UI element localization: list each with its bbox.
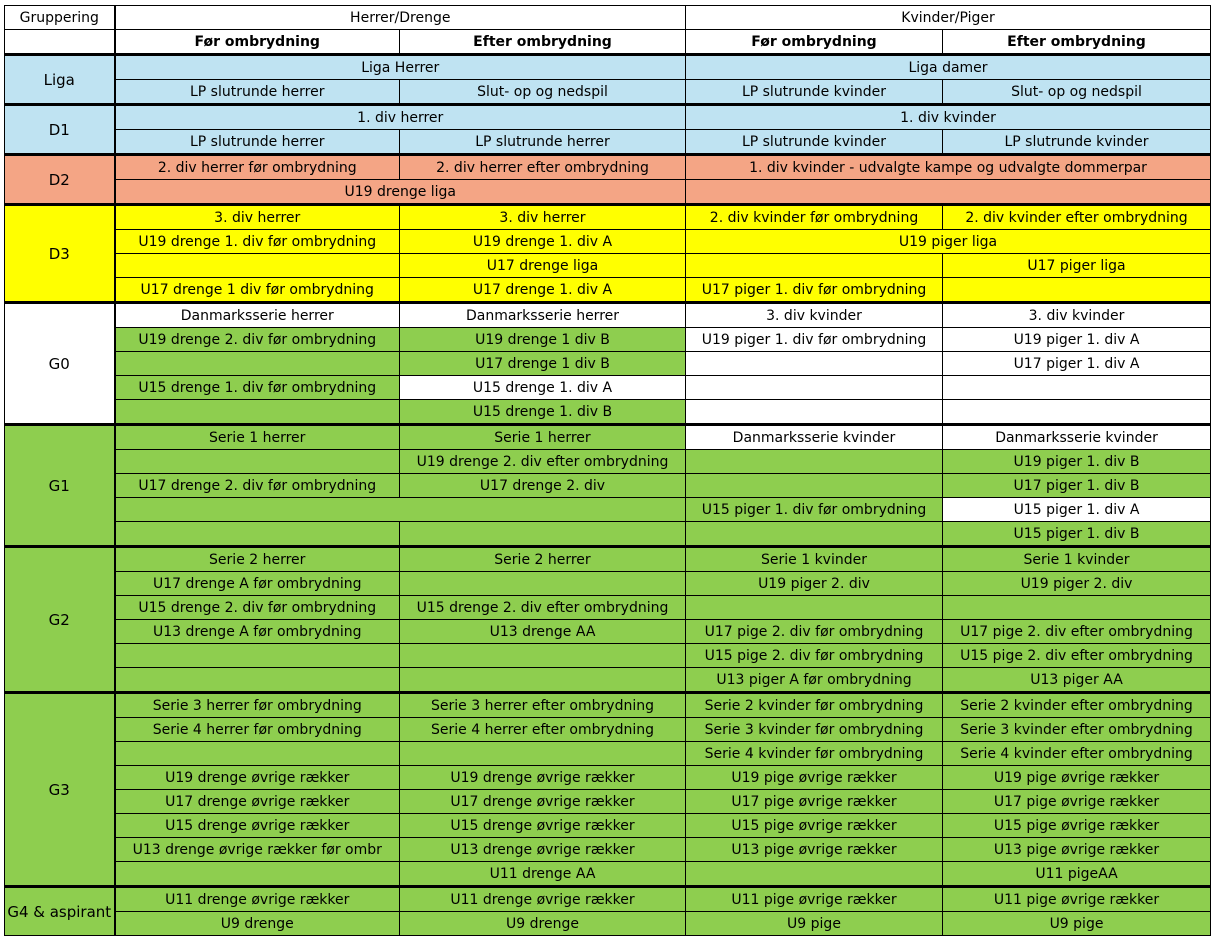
cell-empty bbox=[943, 596, 1211, 620]
cell: U17 drenge øvrige rækker bbox=[115, 790, 400, 814]
cell: U19 piger 1. div før ombrydning bbox=[686, 328, 943, 352]
table-row bbox=[5, 838, 1211, 862]
women-header: Kvinder/Piger bbox=[686, 6, 1211, 30]
cell-empty bbox=[943, 376, 1211, 400]
cell: U19 piger liga bbox=[686, 230, 1211, 254]
cell: U17 drenge A før ombrydning bbox=[115, 572, 400, 596]
table-row bbox=[5, 55, 1211, 80]
cell-empty bbox=[686, 376, 943, 400]
cell: U19 drenge 1 div B bbox=[400, 328, 686, 352]
cell-empty bbox=[115, 400, 400, 425]
cell: U11 pige øvrige rækker bbox=[943, 887, 1211, 912]
table-row bbox=[5, 254, 1211, 278]
cell: LP slutrunde kvinder bbox=[943, 130, 1211, 155]
cell: U11 drenge øvrige rækker bbox=[115, 887, 400, 912]
cell: Serie 3 kvinder efter ombrydning bbox=[943, 718, 1211, 742]
cell: U19 drenge liga bbox=[115, 180, 686, 205]
cell: U17 piger 1. div B bbox=[943, 474, 1211, 498]
table-row bbox=[5, 693, 1211, 718]
cell: U15 drenge 2. div før ombrydning bbox=[115, 596, 400, 620]
table-row bbox=[5, 620, 1211, 644]
cell: 3. div herrer bbox=[400, 205, 686, 230]
table-row bbox=[5, 105, 1211, 130]
cell-empty bbox=[115, 742, 400, 766]
cell-empty bbox=[686, 450, 943, 474]
cell: U15 drenge 2. div efter ombrydning bbox=[400, 596, 686, 620]
cell: U17 drenge 1. div A bbox=[400, 278, 686, 303]
cell-empty bbox=[400, 572, 686, 596]
cell: Danmarksserie kvinder bbox=[943, 425, 1211, 450]
table-row bbox=[5, 668, 1211, 693]
cell: U13 pige øvrige rækker bbox=[686, 838, 943, 862]
table-row bbox=[5, 912, 1211, 936]
table-row bbox=[5, 328, 1211, 352]
table-row bbox=[5, 596, 1211, 620]
cell: Danmarksserie herrer bbox=[115, 303, 400, 328]
group-d2: D2 bbox=[5, 155, 115, 205]
cell: Liga damer bbox=[686, 55, 1211, 80]
cell: U11 drenge øvrige rækker bbox=[400, 887, 686, 912]
cell-empty bbox=[115, 668, 400, 693]
table-row bbox=[5, 400, 1211, 425]
cell: U13 pige øvrige rækker bbox=[943, 838, 1211, 862]
cell: U17 drenge 2. div før ombrydning bbox=[115, 474, 400, 498]
cell: LP slutrunde herrer bbox=[115, 130, 400, 155]
cell: U19 drenge 2. div før ombrydning bbox=[115, 328, 400, 352]
cell: U19 piger 1. div A bbox=[943, 328, 1211, 352]
grouping-header-blank bbox=[5, 30, 115, 55]
table-row bbox=[5, 474, 1211, 498]
cell-empty bbox=[400, 644, 686, 668]
table-row bbox=[5, 790, 1211, 814]
cell: U17 pige øvrige rækker bbox=[943, 790, 1211, 814]
cell: Slut- op og nedspil bbox=[400, 80, 686, 105]
cell-empty bbox=[115, 450, 400, 474]
cell: U9 pige bbox=[943, 912, 1211, 936]
cell: U13 drenge A før ombrydning bbox=[115, 620, 400, 644]
cell: 1. div herrer bbox=[115, 105, 686, 130]
cell: U17 piger 1. div før ombrydning bbox=[686, 278, 943, 303]
cell: U15 pige øvrige rækker bbox=[943, 814, 1211, 838]
cell: U15 pige øvrige rækker bbox=[686, 814, 943, 838]
group-g4: G4 & aspirant bbox=[5, 887, 115, 936]
cell: 2. div herrer efter ombrydning bbox=[400, 155, 686, 180]
cell: U17 drenge liga bbox=[400, 254, 686, 278]
cell: U17 drenge 2. div bbox=[400, 474, 686, 498]
cell: U9 drenge bbox=[400, 912, 686, 936]
group-liga: Liga bbox=[5, 55, 115, 105]
cell: U19 pige øvrige rækker bbox=[686, 766, 943, 790]
cell: Serie 2 herrer bbox=[400, 547, 686, 572]
cell-empty bbox=[686, 474, 943, 498]
cell: U15 piger 1. div B bbox=[943, 522, 1211, 547]
cell: Serie 4 kvinder efter ombrydning bbox=[943, 742, 1211, 766]
table-row bbox=[5, 814, 1211, 838]
cell: Danmarksserie herrer bbox=[400, 303, 686, 328]
table-row bbox=[5, 862, 1211, 887]
cell: 1. div kvinder - udvalgte kampe og udvalgte dommerpar bbox=[686, 155, 1211, 180]
cell-empty bbox=[686, 254, 943, 278]
cell: U19 drenge øvrige rækker bbox=[115, 766, 400, 790]
cell: U19 piger 2. div bbox=[686, 572, 943, 596]
table-row bbox=[5, 572, 1211, 596]
table-row bbox=[5, 522, 1211, 547]
cell: U17 piger 1. div A bbox=[943, 352, 1211, 376]
cell-empty bbox=[686, 400, 943, 425]
table-row bbox=[5, 644, 1211, 668]
table-row bbox=[5, 278, 1211, 303]
table-row bbox=[5, 376, 1211, 400]
cell: U19 piger 2. div bbox=[943, 572, 1211, 596]
cell-empty bbox=[115, 498, 686, 522]
cell: 3. div kvinder bbox=[943, 303, 1211, 328]
cell: 1. div kvinder bbox=[686, 105, 1211, 130]
cell: Serie 1 kvinder bbox=[686, 547, 943, 572]
table-row bbox=[5, 425, 1211, 450]
table-row bbox=[5, 547, 1211, 572]
cell-empty bbox=[943, 400, 1211, 425]
cell-empty bbox=[115, 254, 400, 278]
cell: U9 pige bbox=[686, 912, 943, 936]
men-after-header: Efter ombrydning bbox=[400, 30, 686, 55]
cell: U15 drenge øvrige rækker bbox=[400, 814, 686, 838]
cell: Serie 3 herrer før ombrydning bbox=[115, 693, 400, 718]
header-row-2 bbox=[5, 30, 1211, 55]
cell: 2. div kvinder efter ombrydning bbox=[943, 205, 1211, 230]
group-d3: D3 bbox=[5, 205, 115, 303]
cell: U13 drenge øvrige rækker bbox=[400, 838, 686, 862]
cell: 3. div herrer bbox=[115, 205, 400, 230]
cell: U13 piger AA bbox=[943, 668, 1211, 693]
cell-empty bbox=[400, 742, 686, 766]
cell: U17 pige øvrige rækker bbox=[686, 790, 943, 814]
cell: U17 piger liga bbox=[943, 254, 1211, 278]
table-row bbox=[5, 742, 1211, 766]
cell: U11 drenge AA bbox=[400, 862, 686, 887]
cell: U15 drenge 1. div B bbox=[400, 400, 686, 425]
cell: Serie 2 herrer bbox=[115, 547, 400, 572]
cell: U11 pige øvrige rækker bbox=[686, 887, 943, 912]
men-before-header: Før ombrydning bbox=[115, 30, 400, 55]
table-row bbox=[5, 155, 1211, 180]
grouping-table bbox=[4, 5, 1211, 936]
table-row bbox=[5, 303, 1211, 328]
cell: U9 drenge bbox=[115, 912, 400, 936]
cell: U19 drenge 1. div før ombrydning bbox=[115, 230, 400, 254]
cell: Serie 1 kvinder bbox=[943, 547, 1211, 572]
women-after-header: Efter ombrydning bbox=[943, 30, 1211, 55]
table-row bbox=[5, 352, 1211, 376]
cell-empty bbox=[943, 278, 1211, 303]
cell: Serie 3 herrer efter ombrydning bbox=[400, 693, 686, 718]
cell: Danmarksserie kvinder bbox=[686, 425, 943, 450]
men-header: Herrer/Drenge bbox=[115, 6, 686, 30]
cell: U11 pigeAA bbox=[943, 862, 1211, 887]
cell: Serie 1 herrer bbox=[115, 425, 400, 450]
cell: Slut- op og nedspil bbox=[943, 80, 1211, 105]
cell-empty bbox=[115, 644, 400, 668]
cell-empty bbox=[686, 180, 1211, 205]
cell: U15 drenge 1. div A bbox=[400, 376, 686, 400]
group-g3: G3 bbox=[5, 693, 115, 887]
cell-empty bbox=[115, 522, 400, 547]
table-row bbox=[5, 205, 1211, 230]
table-row bbox=[5, 450, 1211, 474]
table-row bbox=[5, 180, 1211, 205]
cell-empty bbox=[686, 522, 943, 547]
cell: 2. div kvinder før ombrydning bbox=[686, 205, 943, 230]
cell: Serie 4 kvinder før ombrydning bbox=[686, 742, 943, 766]
cell: U19 piger 1. div B bbox=[943, 450, 1211, 474]
table-row bbox=[5, 766, 1211, 790]
cell: U19 drenge 2. div efter ombrydning bbox=[400, 450, 686, 474]
group-g2: G2 bbox=[5, 547, 115, 693]
cell: U15 piger 1. div før ombrydning bbox=[686, 498, 943, 522]
cell: U17 pige 2. div efter ombrydning bbox=[943, 620, 1211, 644]
cell: U17 drenge 1 div før ombrydning bbox=[115, 278, 400, 303]
group-d1: D1 bbox=[5, 105, 115, 155]
cell: U15 drenge øvrige rækker bbox=[115, 814, 400, 838]
cell: U17 drenge 1 div B bbox=[400, 352, 686, 376]
cell: LP slutrunde herrer bbox=[115, 80, 400, 105]
cell-empty bbox=[686, 862, 943, 887]
cell-empty bbox=[400, 668, 686, 693]
women-before-header: Før ombrydning bbox=[686, 30, 943, 55]
cell-empty bbox=[115, 862, 400, 887]
cell-empty bbox=[400, 522, 686, 547]
cell: U15 pige 2. div før ombrydning bbox=[686, 644, 943, 668]
cell: LP slutrunde herrer bbox=[400, 130, 686, 155]
cell: U13 piger A før ombrydning bbox=[686, 668, 943, 693]
cell: Serie 4 herrer før ombrydning bbox=[115, 718, 400, 742]
cell: U15 piger 1. div A bbox=[943, 498, 1211, 522]
cell: LP slutrunde kvinder bbox=[686, 130, 943, 155]
cell: LP slutrunde kvinder bbox=[686, 80, 943, 105]
cell: U15 drenge 1. div før ombrydning bbox=[115, 376, 400, 400]
table-row bbox=[5, 80, 1211, 105]
cell-empty bbox=[115, 352, 400, 376]
table-row bbox=[5, 230, 1211, 254]
cell: Serie 2 kvinder efter ombrydning bbox=[943, 693, 1211, 718]
cell: Serie 4 herrer efter ombrydning bbox=[400, 718, 686, 742]
cell: U19 drenge øvrige rækker bbox=[400, 766, 686, 790]
group-g1: G1 bbox=[5, 425, 115, 547]
cell-empty bbox=[686, 352, 943, 376]
cell: U13 drenge AA bbox=[400, 620, 686, 644]
cell: Serie 2 kvinder før ombrydning bbox=[686, 693, 943, 718]
cell: 3. div kvinder bbox=[686, 303, 943, 328]
cell: U17 pige 2. div før ombrydning bbox=[686, 620, 943, 644]
cell: U13 drenge øvrige rækker før ombr bbox=[115, 838, 400, 862]
cell: U17 drenge øvrige rækker bbox=[400, 790, 686, 814]
cell: 2. div herrer før ombrydning bbox=[115, 155, 400, 180]
table-row bbox=[5, 887, 1211, 912]
table-row bbox=[5, 130, 1211, 155]
table-row bbox=[5, 718, 1211, 742]
cell: Liga Herrer bbox=[115, 55, 686, 80]
cell: U19 pige øvrige rækker bbox=[943, 766, 1211, 790]
cell: Serie 1 herrer bbox=[400, 425, 686, 450]
cell: U19 drenge 1. div A bbox=[400, 230, 686, 254]
cell: U15 pige 2. div efter ombrydning bbox=[943, 644, 1211, 668]
header-row-1 bbox=[5, 6, 1211, 30]
cell-empty bbox=[686, 596, 943, 620]
group-g0: G0 bbox=[5, 303, 115, 425]
cell: Serie 3 kvinder før ombrydning bbox=[686, 718, 943, 742]
table-row bbox=[5, 498, 1211, 522]
grouping-header: Gruppering bbox=[5, 6, 115, 30]
